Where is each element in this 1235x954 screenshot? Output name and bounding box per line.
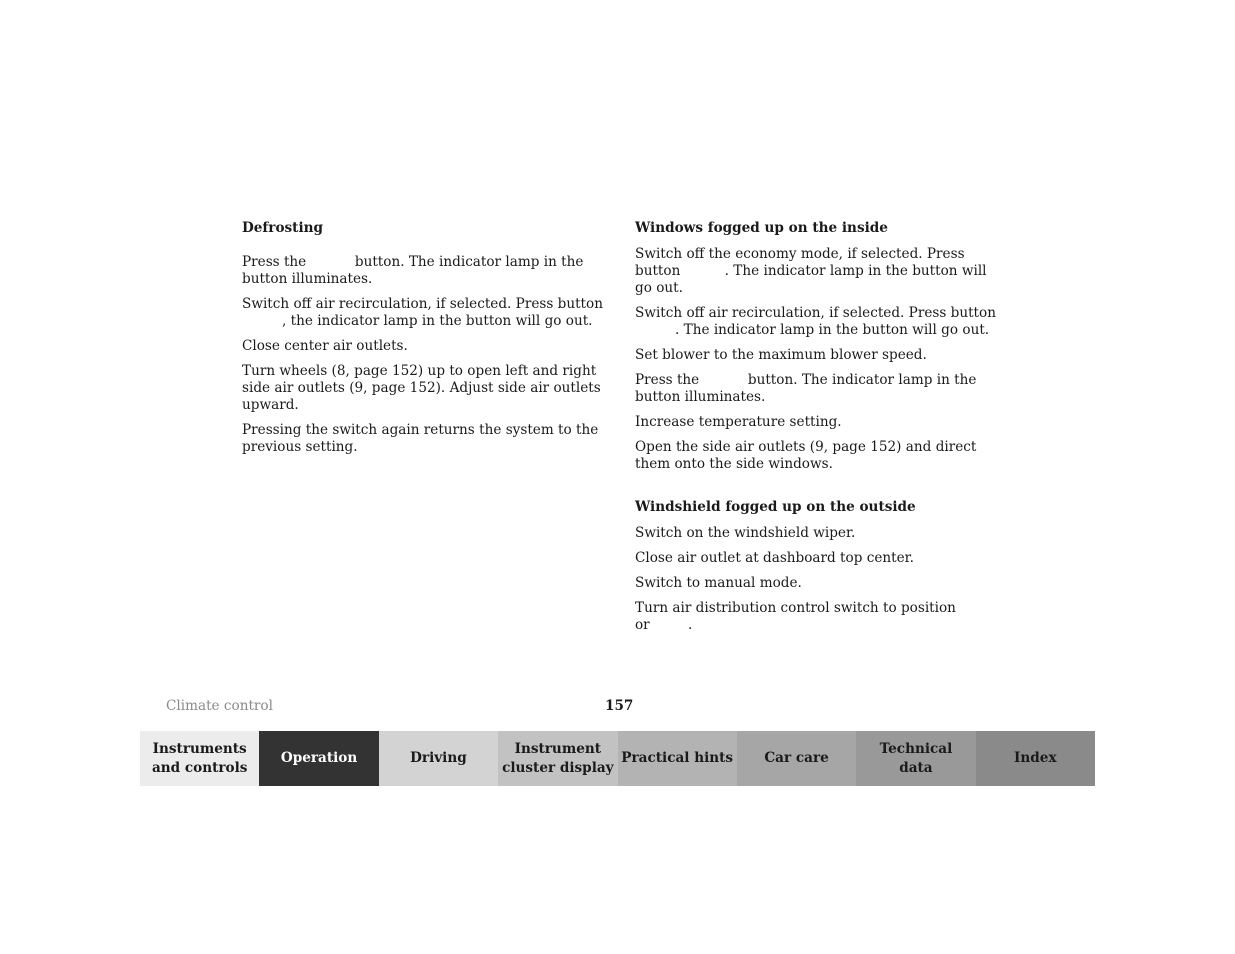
defrost-step-return: Pressing the switch again returns the system to the previous setting. [242, 422, 599, 455]
nav-tab-instruments-and-controls[interactable]: Instruments and controls [140, 731, 259, 786]
right-column [635, 220, 997, 642]
section-navbar [140, 731, 1095, 786]
page-number: 157 [605, 698, 634, 714]
windshield-step-manual: Switch to manual mode. [635, 575, 802, 591]
fog-step-blower: Set blower to the maximum blower speed. [635, 347, 927, 363]
defrost-step-press-button: Press the button. The indicator lamp in the button illuminates. [242, 254, 584, 287]
windows-fogged-heading: Windows fogged up on the inside [635, 220, 888, 236]
defrost-step-center-outlets: Close center air outlets. [242, 338, 408, 354]
windshield-step-wiper: Switch on the windshield wiper. [635, 525, 856, 541]
nav-tab-practical-hints[interactable]: Practical hints [618, 731, 737, 786]
defrost-step-side-outlets: Turn wheels (8, page 152) up to open left and right side air outlets (9, page 152). Adjust side air outlets upward. [242, 363, 601, 413]
defrosting-heading: Defrosting [242, 220, 323, 236]
nav-tab-operation[interactable]: Operation [259, 731, 378, 786]
defrost-step-recirculation: Switch off air recirculation, if selected. Press button , the indicator lamp in the button will go out. [242, 296, 603, 329]
left-column [242, 220, 604, 464]
windshield-step-distribution: Turn air distribution control switch to position or . [635, 600, 956, 633]
nav-tab-instrument-cluster-display[interactable]: Instrument cluster display [498, 731, 617, 786]
fog-step-side-outlets: Open the side air outlets (9, page 152) and direct them onto the side windows. [635, 439, 977, 472]
fog-step-recirculation: Switch off air recirculation, if selected. Press button . The indicator lamp in the button will go out. [635, 305, 996, 338]
fog-step-temperature: Increase temperature setting. [635, 414, 842, 430]
nav-tab-index[interactable]: Index [976, 731, 1095, 786]
nav-tab-driving[interactable]: Driving [379, 731, 498, 786]
windshield-step-outlet: Close air outlet at dashboard top center. [635, 550, 914, 566]
fog-step-economy: Switch off the economy mode, if selected. Press button . The indicator lamp in the button will go out. [635, 246, 987, 296]
nav-tab-technical-data[interactable]: Technical data [856, 731, 975, 786]
fog-step-defrost-button: Press the button. The indicator lamp in the button illuminates. [635, 372, 977, 405]
windshield-fogged-heading: Windshield fogged up on the outside [635, 499, 916, 515]
nav-tab-car-care[interactable]: Car care [737, 731, 856, 786]
footer-section-title: Climate control [166, 698, 273, 714]
